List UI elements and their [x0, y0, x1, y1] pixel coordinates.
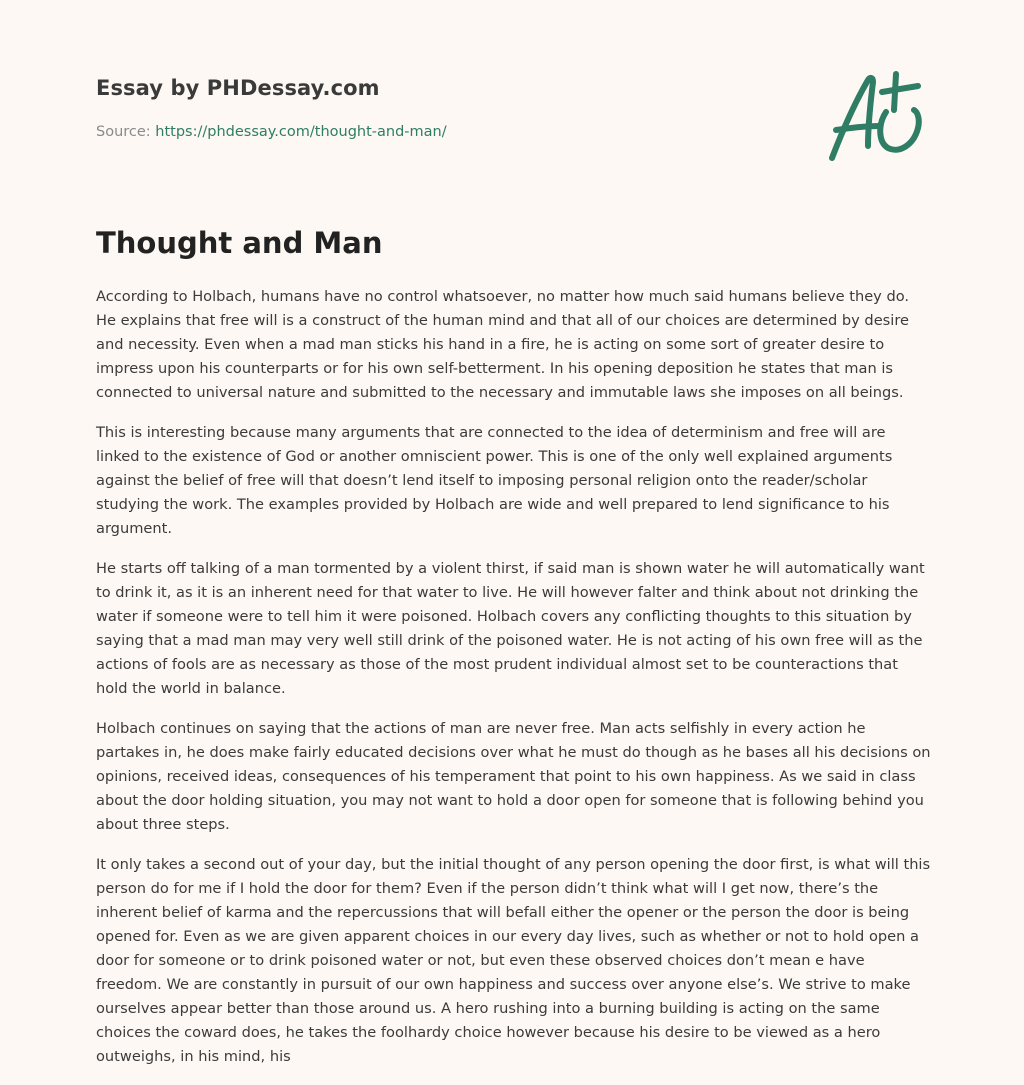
- essay-paragraph: Holbach continues on saying that the actions of man are never free. Man acts selfishly in every action he partakes in, he does make fairly educated decisions over what he must do though as he bases all his decisions on opinions, received ideas, consequences of his temperament that point to his own happiness. As we said in class about the door holding situation, you may not want to hold a door open for someone that is following behind you about three steps.: [96, 720, 931, 833]
- page-header: [96, 0, 928, 190]
- essay-paragraph: According to Holbach, humans have no control whatsoever, no matter how much said humans believe they do. He explains that free will is a construct of the human mind and that all of our choices are determined by desire and necessity. Even when a mad man sticks his hand in a fire, he is acting on some sort of greater desire to impress upon his counterparts or for his own self-betterment. In his opening deposition he states that man is connected to universal nature and submitted to the necessary and immutable laws she imposes on all beings.: [96, 288, 910, 401]
- source-line: [96, 124, 447, 140]
- essay-paragraph: He starts off talking of a man tormented by a violent thirst, if said man is shown water he will automatically want to drink it, as it is an inherent need for that water to live. He will however falter and think about not drinking the water if someone were to tell him it were poisoned. Holbach covers any conflicting thoughts to this situation by saying that a mad man may very well still drink of the poisoned water. He is not acting of his own free will as the actions of fools are as necessary as those of the most prudent individual almost set to be counteractions that hold the world in balance.: [96, 560, 925, 697]
- a-plus-grade-icon: [824, 66, 928, 166]
- essay-paragraph: It only takes a second out of your day, but the initial thought of any person opening the door first, is what will this person do for me if I hold the door for them? Even if the person didn’t think what will I get now, there’s the inherent belief of karma and the repercussions that will befall either the opener or the person the door is being opened for. Even as we are given apparent choices in our every day lives, such as whether or not to hold open a door for someone or to drink poisoned water or not, but even these observed choices don’t mean e have freedom. We are constantly in pursuit of our own happiness and success over anyone else’s. We strive to make ourselves appear better than those around us. A hero rushing into a burning building is acting on the same choices the coward does, he takes the foolhardy choice however because his desire to be viewed as a hero outweighs, in his mind, his: [96, 856, 931, 1065]
- essay-body: [96, 285, 932, 1085]
- site-title: Essay by PHDessay.com: [96, 76, 380, 100]
- source-label: Source:: [96, 124, 151, 140]
- source-link[interactable]: https://phdessay.com/thought-and-man/: [155, 124, 447, 140]
- essay-paragraph: This is interesting because many arguments that are connected to the idea of determinism and free will are linked to the existence of God or another omniscient power. This is one of the only well explained arguments against the belief of free will that doesn’t lend itself to imposing personal religion onto the reader/scholar studying the work. The examples provided by Holbach are wide and well prepared to lend significance to his argument.: [96, 424, 893, 537]
- essay-title: Thought and Man: [96, 226, 383, 260]
